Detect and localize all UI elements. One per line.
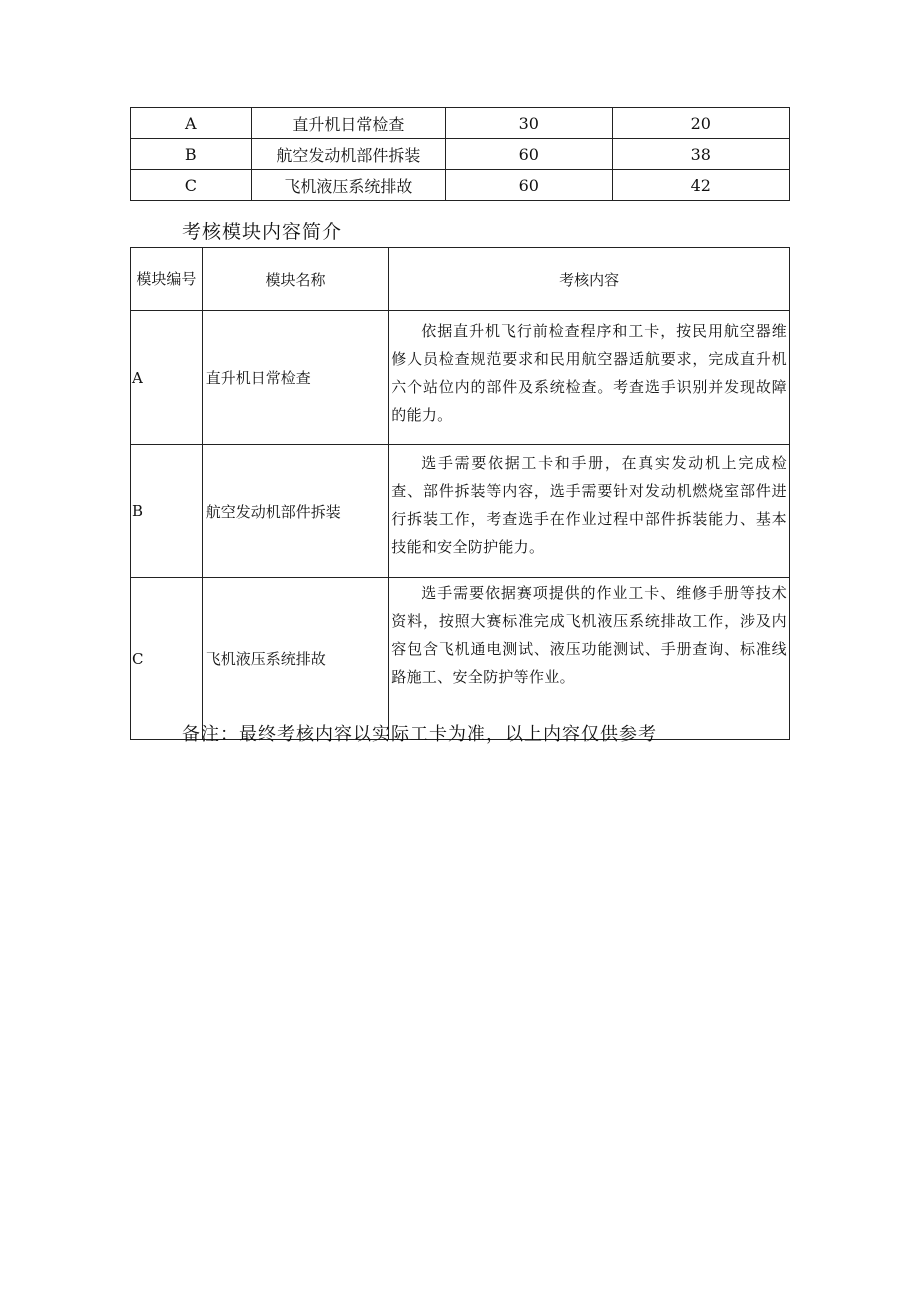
table-row <box>131 578 790 740</box>
module-content: 依据直升机飞行前检查程序和工卡，按民用航空器维修人员检查规范要求和民用航空器适航要求，完成直升机六个站位内的部件及系统检查。考查选手识别并发现故障的能力。 <box>389 311 790 445</box>
footnote: 备注：最终考核内容以实际工卡为准，以上内容仅供参考 <box>182 724 657 745</box>
module-id: A <box>131 108 252 139</box>
table-row <box>131 108 790 139</box>
module-id: C <box>131 578 203 740</box>
header-module-name: 模块名称 <box>202 248 389 311</box>
score-value-2: 38 <box>612 139 789 170</box>
module-name: 直升机日常检查 <box>202 311 389 445</box>
module-content: 选手需要依据工卡和手册，在真实发动机上完成检查、部件拆装等内容，选手需要针对发动机燃烧室部件进行拆装工作，考查选手在作业过程中部件拆装能力、基本技能和安全防护能力。 <box>389 445 790 578</box>
module-name: 航空发动机部件拆装 <box>202 445 389 578</box>
module-name: 飞机液压系统排故 <box>251 170 445 201</box>
score-value-2: 42 <box>612 170 789 201</box>
table-row <box>131 311 790 445</box>
header-module-id: 模块编号 <box>131 248 203 311</box>
module-id: A <box>131 311 203 445</box>
table-row <box>131 170 790 201</box>
module-content: 选手需要依据赛项提供的作业工卡、维修手册等技术资料，按照大赛标准完成飞机液压系统排故工作，涉及内容包含飞机通电测试、液压功能测试、手册查询、标准线路施工、安全防护等作业。 <box>389 578 790 740</box>
score-value-1: 30 <box>446 108 613 139</box>
score-value-1: 60 <box>446 139 613 170</box>
module-name: 直升机日常检查 <box>251 108 445 139</box>
table-row <box>131 139 790 170</box>
module-name: 航空发动机部件拆装 <box>251 139 445 170</box>
score-value-1: 60 <box>446 170 613 201</box>
module-id: B <box>131 139 252 170</box>
header-content: 考核内容 <box>389 248 790 311</box>
module-name: 飞机液压系统排故 <box>202 578 389 740</box>
module-id: C <box>131 170 252 201</box>
table-header-row <box>131 248 790 311</box>
section-heading: 考核模块内容简介 <box>182 221 343 243</box>
module-table <box>130 247 790 740</box>
score-table <box>130 107 790 201</box>
score-value-2: 20 <box>612 108 789 139</box>
table-row <box>131 445 790 578</box>
module-id: B <box>131 445 203 578</box>
